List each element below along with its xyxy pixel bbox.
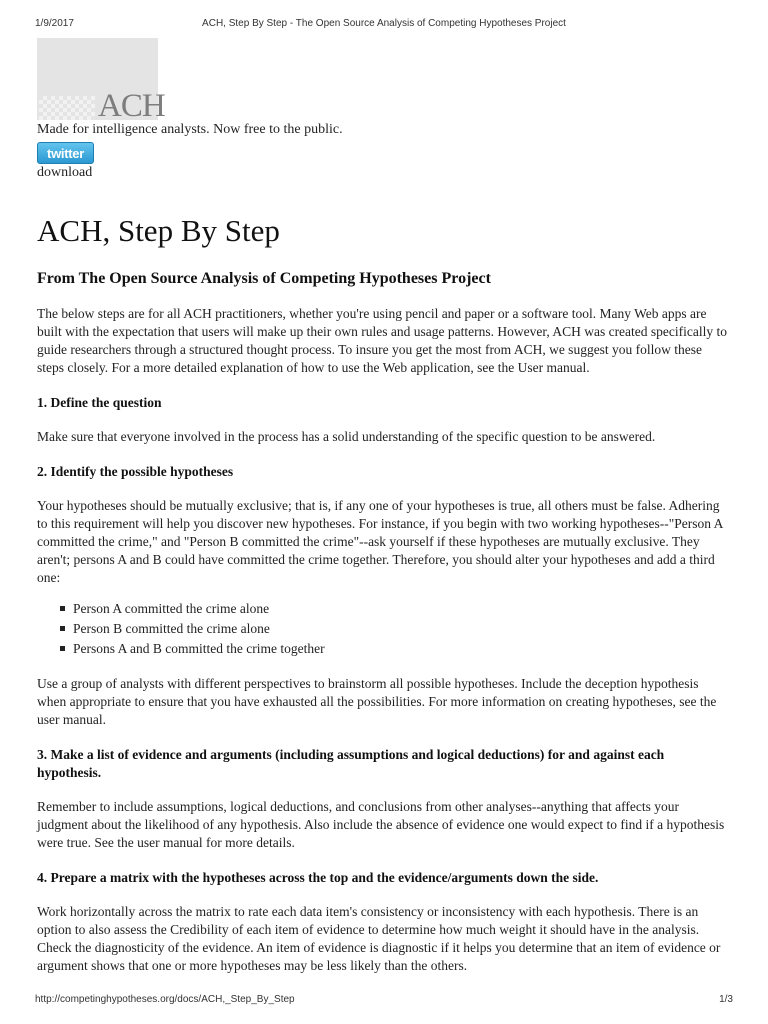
page-number: 1/3 (719, 994, 733, 1005)
logo-checker-pattern (39, 96, 95, 120)
page-content (37, 121, 731, 975)
step-1-paragraph: Make sure that everyone involved in the process has a solid understanding of the specific question to be answered. (37, 429, 656, 444)
print-date: 1/9/2017 (35, 18, 74, 29)
step-3-heading: 3. Make a list of evidence and arguments (including assumptions and logical deductions) for and against each hypothesis. (37, 747, 665, 780)
tagline: Made for intelligence analysts. Now free to the public. (37, 122, 343, 137)
step-2-heading: 2. Identify the possible hypotheses (37, 464, 234, 479)
step-2-paragraph-2: Use a group of analysts with different perspectives to brainstorm all possible hypotheses. Include the deception hypothesis when appropriate to ensure that you have exhausted all the possibilities. For more information on creating hypotheses, see the user manual. (37, 676, 717, 727)
print-header (35, 18, 733, 32)
step-4-heading: 4. Prepare a matrix with the hypotheses across the top and the evidence/arguments down the side. (37, 870, 599, 885)
print-footer (35, 994, 733, 1008)
step-3-paragraph: Remember to include assumptions, logical deductions, and conclusions from other analyses--anything that affects your judgment about the likelihood of any hypothesis. Also include the absence of evidence one would expect to find if a hypothesis were true. See the user manual for more details. (37, 799, 725, 850)
step-1-heading: 1. Define the question (37, 395, 162, 410)
logo-text: ACH (98, 88, 165, 124)
step-4-paragraph: Work horizontally across the matrix to rate each data item's consistency or inconsistency with each hypothesis. There is an option to also assess the Credibility of each item of evidence to determine how much weight it should have in the analysis. Check the diagnosticity of the evidence. An item of evidence is diagnostic if it helps you determine that an item of evidence or argument shows that one or more hypotheses may be less likely than the others. (37, 904, 721, 973)
twitter-button[interactable]: twitter (37, 142, 94, 164)
intro-paragraph: The below steps are for all ACH practitioners, whether you're using pencil and paper or a software tool. Many Web apps are built with the expectation that users will make up their own rules and usage patterns. However, ACH was created specifically to guide researchers through a structured thought process. To insure you get the most from ACH, we suggest you follow these steps closely. For a more detailed explanation of how to use the Web application, see the User manual. (37, 306, 728, 375)
hypotheses-list (37, 599, 731, 659)
page-subtitle: From The Open Source Analysis of Competing Hypotheses Project (37, 270, 491, 287)
page-title: ACH, Step By Step (37, 213, 280, 248)
print-url: http://competinghypotheses.org/docs/ACH,_Step_By_Step (35, 994, 295, 1005)
list-item: Person A committed the crime alone (73, 599, 731, 619)
ach-logo[interactable] (37, 38, 165, 124)
download-link[interactable]: download (37, 165, 93, 180)
list-item: Persons A and B committed the crime together (73, 639, 731, 659)
step-2-paragraph-1: Your hypotheses should be mutually exclusive; that is, if any one of your hypotheses is true, all others must be false. Adhering to this requirement will help you discover new hypotheses. For instance, if you begin with two working hypotheses--"Person A committed the crime," and "Person B committed the crime"--ask yourself if these hypotheses are mutually exclusive. They aren't; persons A and B could have committed the crime together. Therefore, you should alter your hypotheses and add a third one: (37, 498, 723, 585)
list-item: Person B committed the crime alone (73, 619, 731, 639)
print-title: ACH, Step By Step - The Open Source Analysis of Competing Hypotheses Project (202, 18, 566, 29)
